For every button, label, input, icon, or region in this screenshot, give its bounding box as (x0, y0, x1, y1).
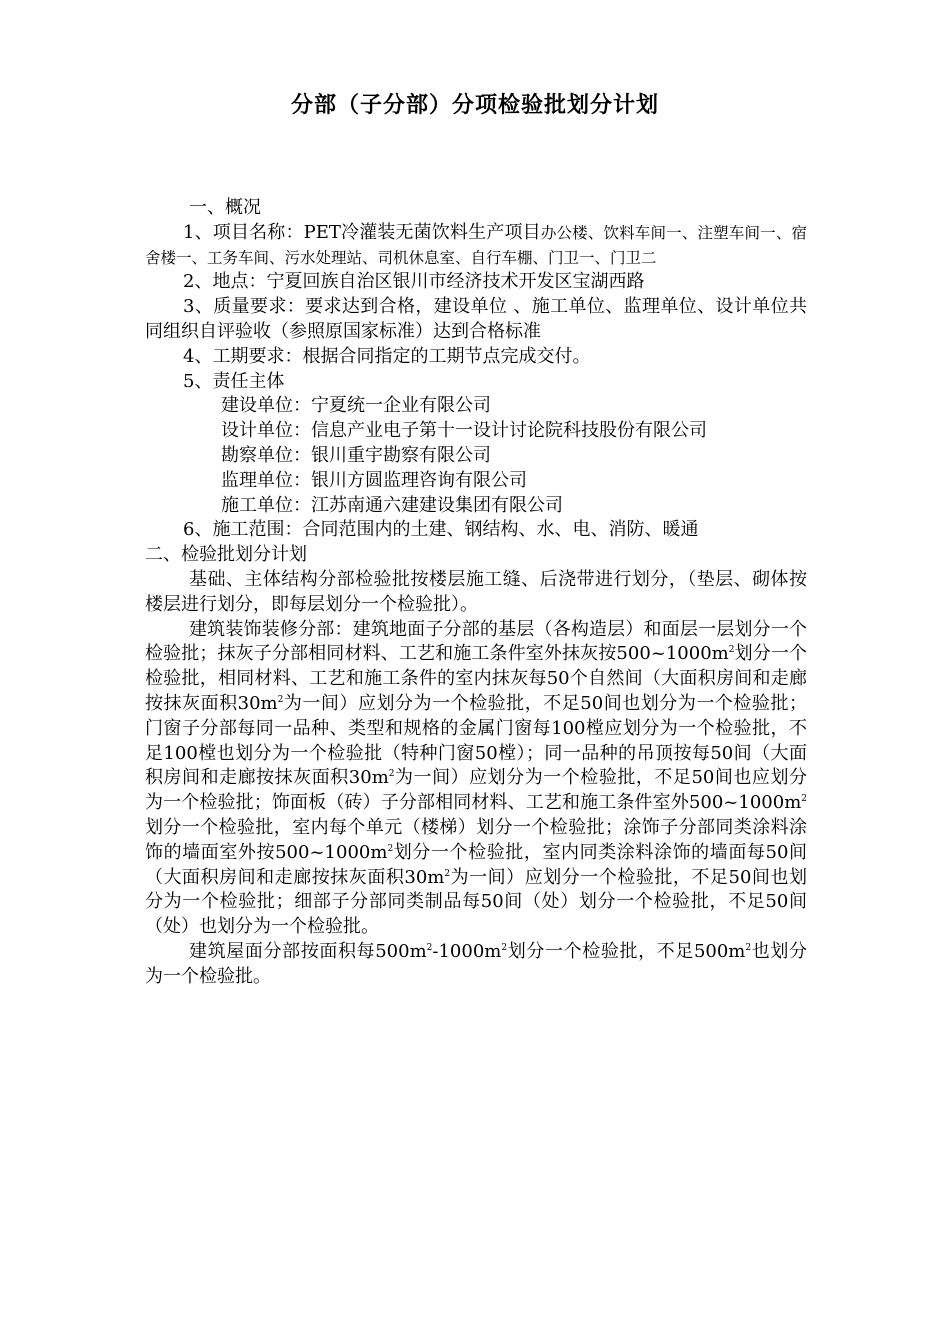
section-heading-overview: 一、概况 (189, 197, 261, 218)
superscript: 2 (728, 645, 735, 656)
item-scope: 6、施工范围：合同范围内的土建、钢结构、水、电、消防、暖通 (183, 519, 699, 541)
paragraph-roof (145, 940, 807, 990)
section-heading-plan: 二、检验批划分计划 (145, 544, 307, 566)
document-title: 分部（子分部）分项检验批划分计划 (290, 93, 659, 118)
superscript: 2 (387, 843, 394, 854)
decoration-text-f: 划分一个检验批，室内同类涂料涂饰的墙面每50间（大面积房间和走廊按抹灰面积30m (145, 841, 807, 888)
paragraph-decoration (145, 618, 807, 940)
party-supervise: 监理单位：银川方圆监理咨询有限公司 (221, 469, 527, 491)
roof-text-b: -1000m (432, 940, 502, 962)
item-project-name-buildings: 办公楼、饮料车间一、注塑车间一、宿舍楼一、工务车间、污水处理站、司机休息室、自行车棚、门卫一、门卫二 (145, 223, 807, 267)
decoration-text-d: 为一间）应划分为一个检验批，不足50间也应划分为一个检验批；饰面板（砖）子分部相同材料、工艺和施工条件室外500~1000m (145, 767, 807, 814)
superscript: 2 (277, 694, 284, 705)
item-project-name (145, 221, 807, 271)
decoration-text-e: 划分一个检验批，室内每个单元（楼梯）划分一个检验批；涂饰子分部同类涂料涂饰的墙面室外按500~1000m (145, 816, 807, 863)
superscript: 2 (745, 942, 752, 953)
superscript: 2 (388, 769, 395, 780)
document-body (145, 196, 807, 990)
item-schedule: 4、工期要求：根据合同指定的工期节点完成交付。 (183, 345, 591, 367)
superscript: 2 (444, 868, 451, 879)
party-survey: 勘察单位：银川重宇勘察有限公司 (221, 444, 491, 466)
superscript: 2 (801, 794, 807, 805)
item-project-name-prefix: 1、项目名称：PET冷灌装无菌饮料生产项目 (183, 221, 541, 243)
decoration-text-c: 为一间）应划分为一个检验批，不足50间也划分为一个检验批；门窗子分部每同一品种、类型和规格的金属门窗每100樘应划分为一个检验批，不足100樘也划分为一个检验批（特种门窗50樘）；同一品种的吊顶按每50间（大面积房间和走廊按抹灰面积30m (145, 692, 807, 789)
party-construct: 施工单位：江苏南通六建建设集团有限公司 (221, 494, 563, 516)
superscript: 2 (501, 942, 508, 953)
decoration-text-a: 建筑装饰装修分部：建筑地面子分部的基层（各构造层）和面层一层划分一个检验批；抹灰子分部相同材料、工艺和施工条件室外抹灰按500~1000m (145, 618, 807, 665)
paragraph-foundation: 基础、主体结构分部检验批按楼层施工缝、后浇带进行划分，（垫层、砌体按楼层进行划分，即每层划分一个检验批）。 (145, 568, 807, 615)
roof-text-c: 划分一个检验批，不足500m (507, 940, 746, 962)
roof-text-d: 也划分为一个检验批。 (145, 940, 807, 987)
party-design: 设计单位：信息产业电子第十一设计讨论院科技股份有限公司 (221, 420, 707, 442)
decoration-text-b: 划分一个检验批，相同材料、工艺和施工条件的室内抹灰每50个自然间（大面积房间和走廊按抹灰面积30m (145, 643, 807, 714)
roof-text-a: 建筑屋面分部按面积每500m (189, 940, 427, 962)
decoration-text-g: 为一间）应划分一个检验批，不足50间也划分为一个检验批；细部子分部同类制品每50间（处）划分一个检验批，不足50间（处）也划分为一个检验批。 (145, 866, 807, 938)
item-location: 2、地点：宁夏回族自治区银川市经济技术开发区宝湖西路 (183, 271, 645, 293)
party-build: 建设单位：宁夏统一企业有限公司 (221, 395, 491, 417)
superscript: 2 (426, 942, 433, 953)
item-responsible-parties: 5、责任主体 (183, 370, 285, 392)
item-quality: 3、质量要求：要求达到合格，建设单位 、施工单位、监理单位、设计单位共同组织自评验收（参照原国家标准）达到合格标准 (145, 296, 807, 342)
